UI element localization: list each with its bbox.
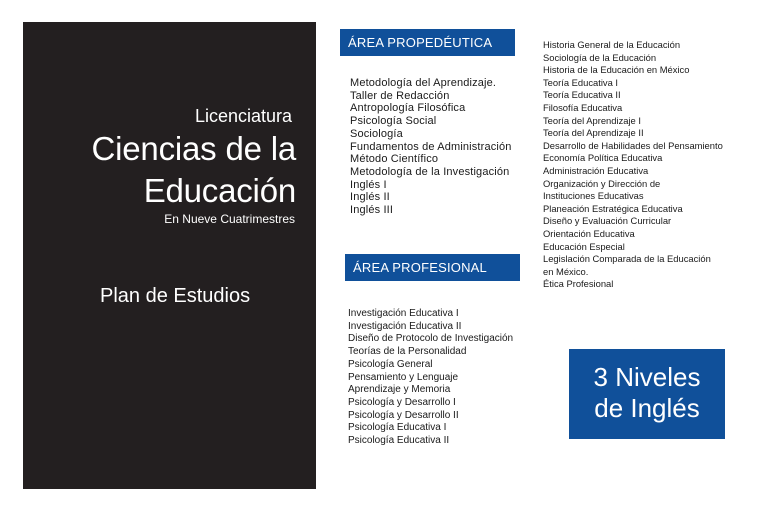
list-item: Inglés III xyxy=(350,204,394,217)
list-item: Investigación Educativa II xyxy=(348,320,462,332)
list-item: Economía Política Educativa xyxy=(543,152,663,164)
list-item: Psicología y Desarrollo I xyxy=(348,396,456,408)
area-profesional-heading: ÁREA PROFESIONAL xyxy=(345,254,520,281)
list-item: Antropología Filosófica xyxy=(350,102,466,115)
list-item: Método Científico xyxy=(350,153,439,166)
list-item: Diseño y Evaluación Curricular xyxy=(543,215,672,227)
english-levels-line-2: de Inglés xyxy=(594,393,700,423)
list-item: Educación Especial xyxy=(543,240,625,252)
list-item: Ética Profesional xyxy=(543,278,614,290)
list-item: Inglés II xyxy=(350,191,390,204)
list-item: Filosofía Educativa xyxy=(543,101,623,113)
list-item: Historia General de la Educación xyxy=(543,39,681,50)
list-item: Taller de Redacción xyxy=(350,89,450,102)
list-item: Legislación Comparada de la Educación xyxy=(543,253,711,265)
list-item: Investigación Educativa I xyxy=(348,308,459,319)
list-item: Teorías de la Personalidad xyxy=(348,346,467,358)
area-propedeutica-heading: ÁREA PROPEDÉUTICA xyxy=(340,29,515,56)
list-item: Teoría Educativa II xyxy=(543,89,621,101)
list-item: Metodología del Aprendizaje. xyxy=(350,77,497,89)
list-item: en México. xyxy=(543,265,589,277)
list-item: Psicología y Desarrollo II xyxy=(348,409,459,421)
list-item: Sociología de la Educación xyxy=(543,51,657,63)
area-propedeutica-list xyxy=(350,77,512,217)
degree-title-line-1: Ciencias de la xyxy=(91,130,296,167)
list-item: Pensamiento y Lenguaje xyxy=(348,371,459,383)
list-item: Psicología General xyxy=(348,358,433,370)
degree-subtitle: Licenciatura xyxy=(194,106,292,126)
list-item: Desarrollo de Habilidades del Pensamiento xyxy=(543,139,723,151)
list-item: Instituciones Educativas xyxy=(543,190,644,202)
cover-panel xyxy=(23,22,316,489)
area-profesional-list xyxy=(348,308,513,448)
degree-title-line-2: Educación xyxy=(143,172,296,209)
list-item: Organización y Dirección de xyxy=(543,177,661,189)
list-item: Metodología de la Investigación xyxy=(350,165,510,178)
list-item: Inglés I xyxy=(350,178,387,191)
english-levels-line-1: 3 Niveles xyxy=(593,362,701,392)
program-duration: En Nueve Cuatrimestres xyxy=(164,212,295,226)
english-levels-badge xyxy=(569,349,725,439)
list-item: Teoría Educativa I xyxy=(543,76,619,88)
list-item: Teoría del Aprendizaje II xyxy=(543,127,644,139)
list-item: Orientación Educativa xyxy=(543,227,635,239)
degree-title xyxy=(92,128,296,212)
list-item: Fundamentos de Administración xyxy=(350,140,512,153)
list-item: Psicología Social xyxy=(350,115,437,128)
list-item: Historia de la Educación en México xyxy=(543,64,690,76)
list-item: Psicología Educativa I xyxy=(348,422,447,434)
list-item: Psicología Educativa II xyxy=(348,435,450,447)
list-item: Teoría del Aprendizaje I xyxy=(543,114,641,126)
study-plan-label: Plan de Estudios xyxy=(100,285,251,307)
list-item: Sociología xyxy=(350,127,403,140)
list-item: Planeación Estratégica Educativa xyxy=(543,202,683,214)
list-item: Administración Educativa xyxy=(543,164,649,176)
list-item: Aprendizaje y Memoria xyxy=(348,384,451,396)
list-item: Diseño de Protocolo de Investigación xyxy=(348,333,514,345)
area-right-list xyxy=(543,39,723,291)
